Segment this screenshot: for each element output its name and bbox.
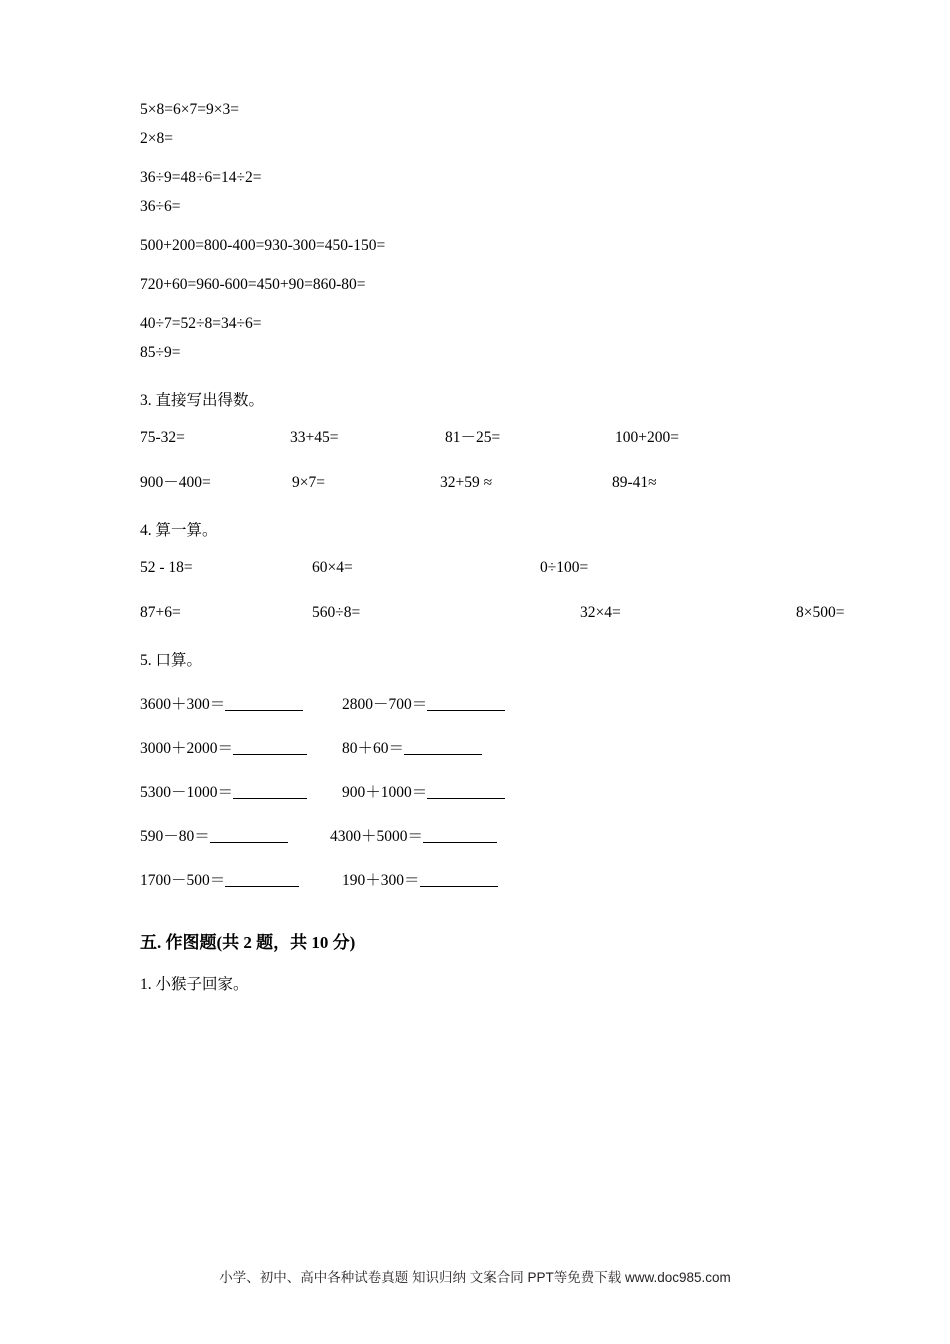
problem-row (140, 468, 810, 497)
section-5-question-1-title: 小猴子回家。 (155, 976, 249, 993)
problem-row (140, 553, 810, 582)
problem-cell: 8×500= (796, 604, 845, 621)
problem-cell: 560÷8= (312, 604, 361, 621)
problem-row (140, 815, 810, 859)
answer-blank[interactable] (210, 827, 288, 843)
problem-row (140, 683, 810, 727)
problem-cell (342, 727, 482, 771)
answer-blank[interactable] (225, 871, 299, 887)
problem-expression: 190＋300＝ (342, 872, 420, 889)
problem-cell: 450-150= (324, 237, 386, 254)
problem-row (140, 598, 845, 627)
problem-expression: 5300－1000＝ (140, 784, 234, 801)
question-3-number: 3. (140, 392, 152, 409)
problem-cell (140, 859, 342, 903)
problem-cell: 100+200= (615, 429, 679, 446)
problem-cell (342, 859, 498, 903)
problem-cell: 32×4= (580, 604, 621, 621)
problem-expression: 80＋60＝ (342, 740, 405, 757)
problem-cell: 6×7= (172, 101, 206, 118)
problem-cell: 52 - 18= (140, 559, 193, 576)
problem-cell (330, 815, 497, 859)
problem-cell: 60×4= (312, 559, 353, 576)
problem-cell: 36÷9= (140, 169, 181, 186)
question-4-heading (140, 517, 810, 545)
problem-cell (140, 727, 342, 771)
problem-expression: 3000＋2000＝ (140, 740, 234, 757)
problem-cell: 81－25= (445, 429, 501, 446)
problem-cell: 0÷100= (540, 559, 589, 576)
oral-calc-block (140, 95, 810, 367)
answer-blank[interactable] (233, 783, 307, 799)
question-5-number: 5. (140, 652, 152, 669)
problem-expression: 2800－700＝ (342, 696, 428, 713)
problem-cell (140, 683, 342, 727)
problem-cell: 2×8= (140, 130, 173, 147)
problem-cell (342, 683, 505, 727)
footer-watermark: 小学、初中、高中各种试卷真题 知识归纳 文案合同 PPT等免费下载 www.doc985.com (219, 1270, 731, 1285)
question-5-problems (140, 683, 810, 903)
question-4-problems (140, 553, 845, 627)
problem-expression: 1700－500＝ (140, 872, 226, 889)
answer-blank[interactable] (404, 739, 482, 755)
problem-row (140, 231, 810, 260)
section-5-question-1-number: 1. (140, 976, 152, 993)
problem-cell: 48÷6= (180, 169, 221, 186)
problem-cell: 800-400= (203, 237, 265, 254)
problem-cell: 450+90= (256, 276, 313, 293)
problem-cell: 40÷7= (140, 315, 181, 332)
question-3-title: 直接写出得数。 (155, 392, 265, 409)
problem-row (140, 95, 810, 153)
problem-cell: 500+200= (140, 237, 204, 254)
answer-blank[interactable] (423, 827, 497, 843)
answer-blank[interactable] (233, 739, 307, 755)
problem-cell: 32+59 ≈ (440, 474, 493, 491)
problem-expression: 590－80＝ (140, 828, 210, 845)
section-5-heading: 五. 作图题(共 2 题，共 10 分) (140, 933, 356, 952)
problem-cell: 75-32= (140, 429, 185, 446)
answer-blank[interactable] (427, 783, 505, 799)
problem-cell: 14÷2= (221, 169, 262, 186)
problem-cell: 36÷6= (140, 198, 181, 215)
problem-cell: 720+60= (140, 276, 197, 293)
problem-cell: 9×7= (292, 474, 325, 491)
problem-cell (342, 771, 505, 815)
problem-cell (140, 815, 330, 859)
problem-expression: 900＋1000＝ (342, 784, 428, 801)
problem-cell: 52÷8= (180, 315, 221, 332)
section-5-question-1 (140, 971, 810, 999)
problem-cell: 960-600= (196, 276, 257, 293)
problem-row (140, 423, 810, 452)
problem-cell: 5×8= (140, 101, 173, 118)
question-5-heading (140, 647, 810, 675)
answer-blank[interactable] (420, 871, 498, 887)
problem-cell: 900－400= (140, 474, 211, 491)
problem-cell: 33+45= (290, 429, 339, 446)
question-3-problems (140, 423, 810, 497)
problem-row (140, 727, 810, 771)
problem-row (140, 859, 810, 903)
problem-cell: 9×3= (205, 101, 239, 118)
problem-cell: 87+6= (140, 604, 181, 621)
question-4-title: 算一算。 (155, 522, 218, 539)
problem-cell: 89-41≈ (612, 474, 657, 491)
problem-expression: 3600＋300＝ (140, 696, 226, 713)
problem-row (140, 771, 810, 815)
question-3-heading (140, 387, 810, 415)
question-4-number: 4. (140, 522, 152, 539)
problem-row (140, 309, 810, 367)
problem-cell: 930-300= (264, 237, 325, 254)
problem-row (140, 270, 810, 299)
question-5-title: 口算。 (155, 652, 203, 669)
problem-row (140, 163, 810, 221)
problem-expression: 4300＋5000＝ (330, 828, 424, 845)
problem-cell: 860-80= (312, 276, 366, 293)
answer-blank[interactable] (427, 695, 505, 711)
problem-cell: 85÷9= (140, 344, 181, 361)
problem-cell: 34÷6= (221, 315, 262, 332)
answer-blank[interactable] (225, 695, 303, 711)
problem-cell (140, 771, 342, 815)
